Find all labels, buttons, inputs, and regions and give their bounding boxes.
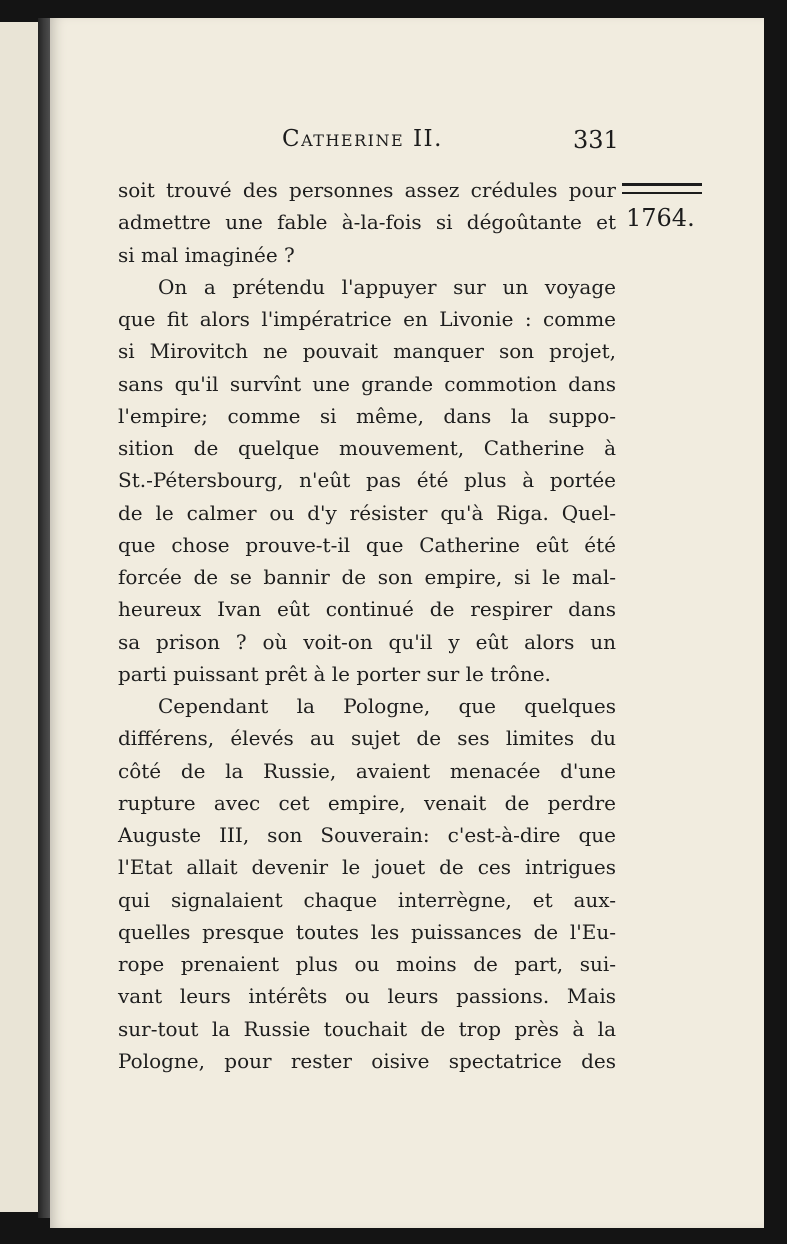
text-line: que fit alors l'impératrice en Livonie : comme	[118, 307, 616, 331]
text-line: Pologne, pour rester oisive spectatrice des	[118, 1048, 616, 1073]
text-line: St.-Pétersbourg, n'eût pas été plus à portée	[118, 468, 616, 493]
running-head: Catherine II.	[282, 126, 443, 152]
text-line: admettre une fable à-la-fois si dégoûtante et	[118, 210, 616, 235]
page-header	[50, 118, 764, 158]
margin-year-note: 1764.	[626, 204, 695, 232]
text-line: sans qu'il survînt une grande commotion dans	[118, 371, 616, 396]
text-line: côté de la Russie, avaient menacée d'une	[118, 758, 616, 783]
text-line: quelles presque toutes les puissances de l'Eu-	[118, 919, 616, 944]
text-line: l'empire; comme si même, dans la suppo-	[118, 403, 616, 428]
text-line: rope prenaient plus ou moins de part, sui-	[118, 952, 616, 976]
text-line: heureux Ivan eût continué de respirer dans	[118, 597, 616, 622]
text-line: l'Etat allait devenir le jouet de ces intrigues	[118, 855, 616, 880]
book-page	[50, 18, 764, 1228]
page-number: 331	[573, 126, 619, 154]
text-line: On a prétendu l'appuyer sur un voyage	[158, 274, 616, 299]
text-line: différens, élevés au sujet de ses limites du	[118, 726, 616, 751]
margin-rule	[622, 183, 702, 194]
text-line: sa prison ? où voit-on qu'il y eût alors un	[118, 629, 616, 654]
text-line: parti puissant prêt à le porter sur le trône.	[118, 661, 551, 686]
text-line: si Mirovitch ne pouvait manquer son projet,	[118, 339, 616, 364]
text-line: de le calmer ou d'y résister qu'à Riga. Quel-	[118, 500, 616, 525]
text-line: soit trouvé des personnes assez crédules pour	[118, 178, 616, 202]
text-line: Cependant la Pologne, que quelques	[158, 694, 616, 718]
text-line: sur-tout la Russie touchait de trop près à la	[118, 1016, 616, 1041]
text-line: si mal imaginée ?	[118, 242, 295, 267]
text-line: que chose prouve-t-il que Catherine eût été	[118, 532, 616, 557]
text-line: qui signalaient chaque interrègne, et aux-	[118, 887, 616, 912]
text-line: Auguste III, son Souverain: c'est-à-dire que	[118, 823, 616, 847]
text-line: forcée de se bannir de son empire, si le mal-	[118, 565, 616, 589]
text-line: sition de quelque mouvement, Catherine à	[118, 436, 616, 460]
body-text	[118, 174, 616, 1077]
facing-page-edge	[0, 22, 40, 1212]
text-line: rupture avec cet empire, venait de perdre	[118, 790, 616, 815]
text-line: vant leurs intérêts ou leurs passions. Mais	[118, 984, 616, 1009]
